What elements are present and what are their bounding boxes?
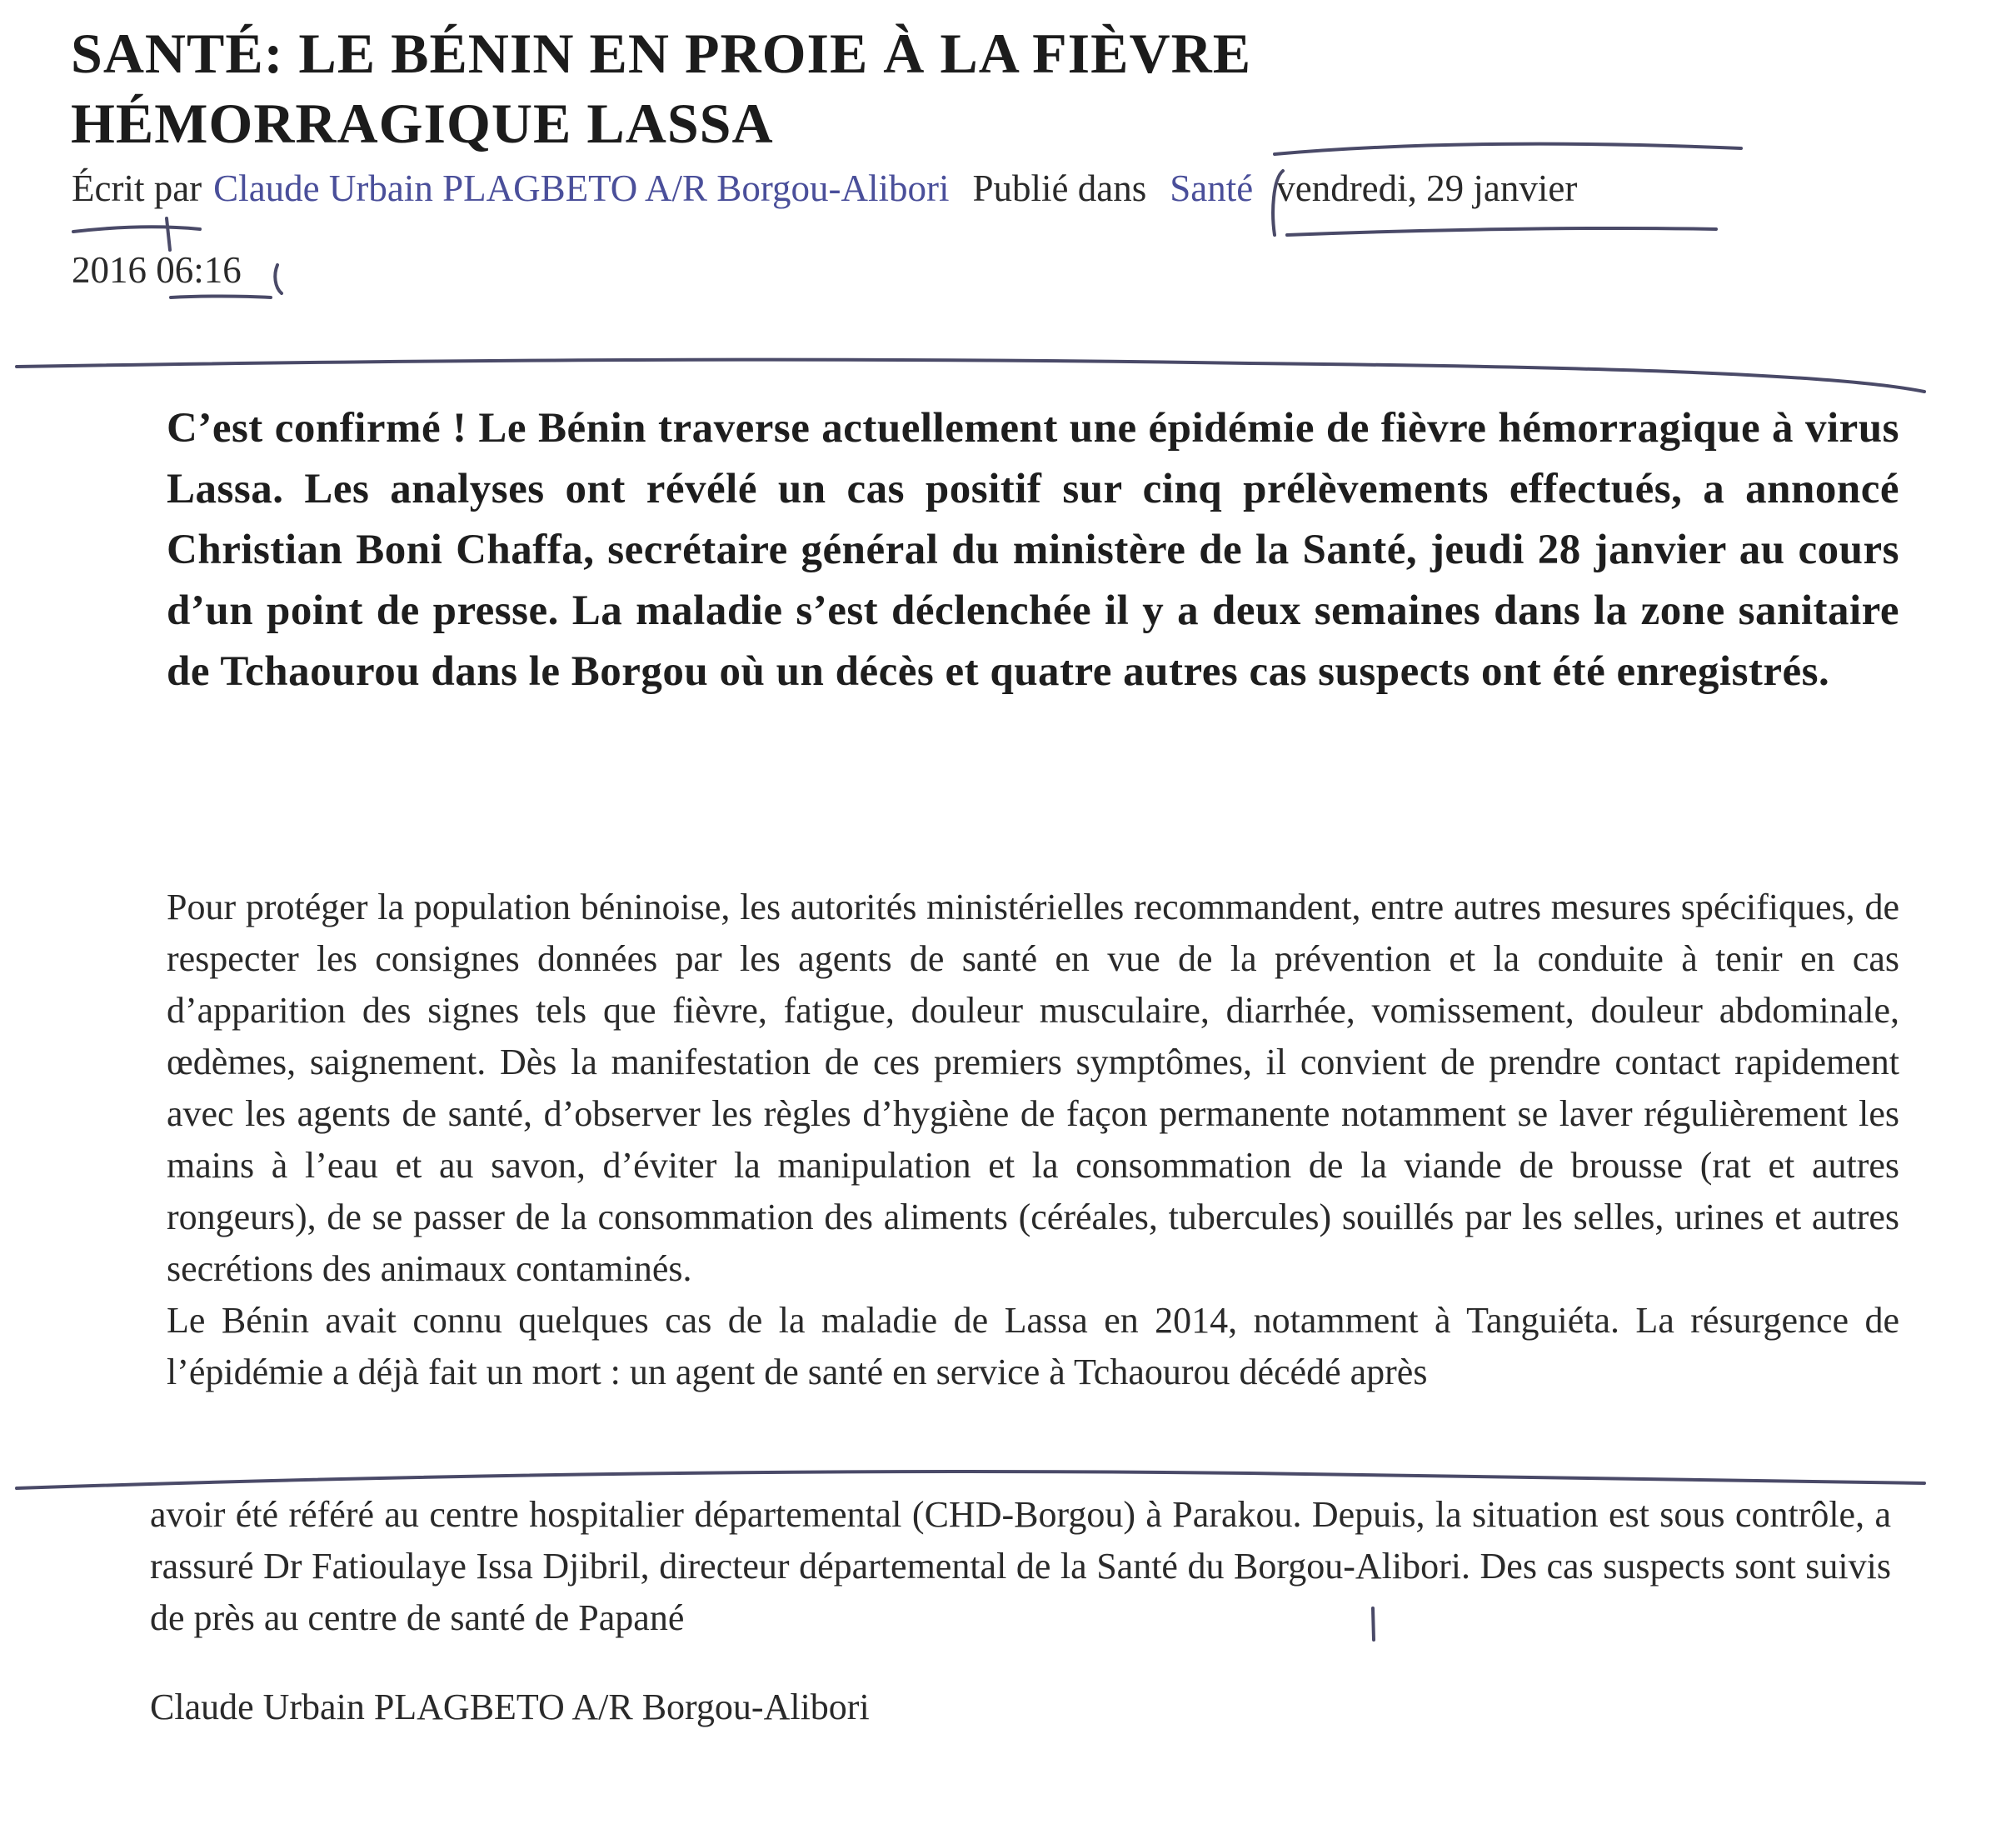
pen-bracket-category xyxy=(1273,171,1283,235)
article-title-line-1: SANTÉ: LE BÉNIN EN PROIE À LA FIÈVRE xyxy=(71,22,1252,85)
article-lead: C’est confirmé ! Le Bénin traverse actuellement une épidémie de fièvre hémorragique à virus Lassa. Les analyses ont révélé un cas positif sur cinq prélèvements effectués, a annoncé Christian Boni Chaffa, secrétaire général du ministère de la Santé, jeudi 28 janvier au cours d’un point de presse. La maladie s’est déclenchée il y a deux semaines dans la zone sanitaire de Tchaourou dans le Borgou où un décès et quatre autres cas suspects ont été enregistrés. xyxy=(167,405,1899,695)
pen-tick-end xyxy=(1373,1608,1374,1640)
publish-date-time: 2016 06:16 xyxy=(72,249,242,291)
pen-underline-time xyxy=(171,297,271,298)
category-link[interactable]: Santé xyxy=(1170,167,1254,209)
pen-separator-top xyxy=(17,360,1924,392)
pen-underline-date xyxy=(1287,228,1716,235)
pen-separator-middle xyxy=(17,1472,1924,1488)
body-paragraph-2: Le Bénin avait connu quelques cas de la maladie de Lassa en 2014, notamment à Tanguiéta. La résurgence de l’épidémie a déjà fait un mort : un agent de santé en service à Tchaourou décédé après xyxy=(167,1300,1899,1392)
body-paragraph-3: avoir été référé au centre hospitalier départemental (CHD-Borgou) à Parakou. Depuis, la situation est sous contrôle, a rassuré Dr Fatioulaye Issa Djibril, directeur départemental de la Santé du Borgou-Alibori. Des cas suspects sont suivis de près au centre de santé de Papané xyxy=(150,1494,1891,1638)
publish-date: vendredi, 29 janvier xyxy=(1276,167,1578,209)
article-signature: Claude Urbain PLAGBETO A/R Borgou-Alibori xyxy=(150,1687,870,1727)
pen-underline-written-by xyxy=(73,227,200,232)
pen-bracket-time xyxy=(275,265,282,293)
published-in-label: Publié dans xyxy=(972,167,1147,209)
pen-overline-date xyxy=(1275,144,1741,154)
body-paragraph-1: Pour protéger la population béninoise, les autorités ministérielles recommandent, entre autres mesures spécifiques, de respecter les consignes données par les agents de santé en vue de la prévention et la conduite à tenir en cas d’apparition des signes tels que fièvre, fatigue, douleur musculaire, diarrhée, vomissement, douleur abdominale, œdèmes, saignement. Dès la manifestation de ces premiers symptômes, il convient de prendre contact rapidement avec les agents de santé, d’observer les règles d’hygiène de façon permanente notamment se laver régulièrement les mains à l’eau et au savon, d’éviter la manipulation et la consommation de la viande de brousse (rat et autres rongeurs), de se passer de la consommation des aliments (céréales, tubercules) souillés par les selles, urines et autres secrétions des animaux contaminés. xyxy=(167,887,1899,1289)
author-link[interactable]: Claude Urbain PLAGBETO A/R Borgou-Alibori xyxy=(213,167,950,209)
article-title-line-2: HÉMORRAGIQUE LASSA xyxy=(71,92,774,155)
pen-tick-written-by xyxy=(167,218,170,250)
written-by-label: Écrit par xyxy=(72,167,202,209)
